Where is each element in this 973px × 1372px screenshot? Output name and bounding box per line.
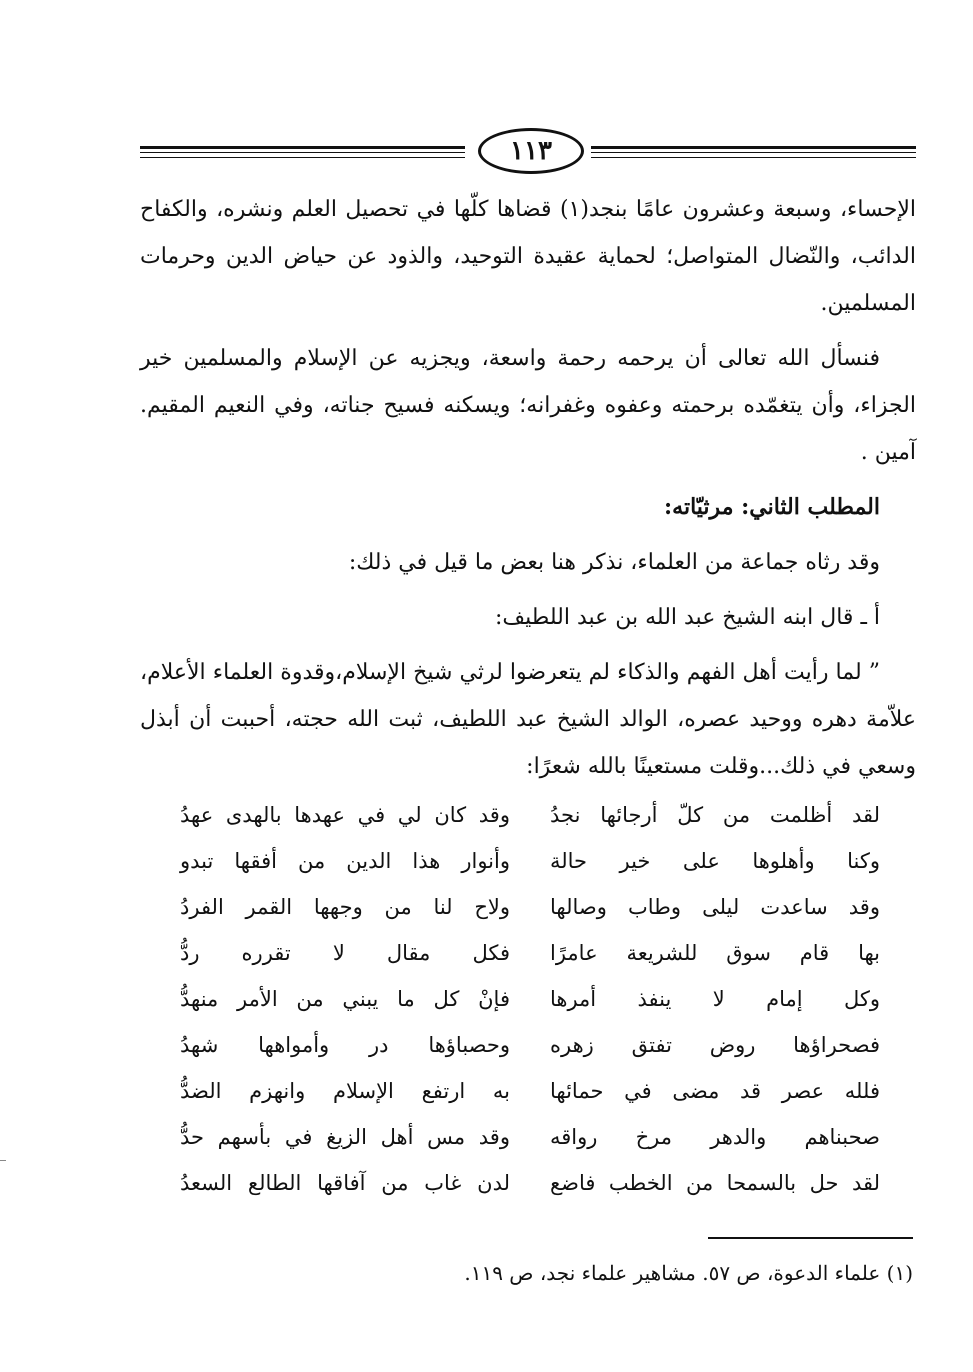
verse-second-half: لدن غاب من آفاقها الطالع السعدُ — [180, 1171, 510, 1195]
verse-first-half: لقد أظلمت من كلّ أرجائها نجدُ — [550, 803, 880, 827]
verse-second-half: وقد كان لي في عهدها بالهدى عهدُ — [180, 803, 510, 827]
verse-first-half: فلله عصر قد مضى في حمائها — [550, 1079, 880, 1103]
paragraph: ” لما رأيت أهل الفهم والذكاء لم يتعرضوا لرثي شيخ الإسلام،وقدوة العلماء الأعلام، علاّمة دهره ووحيد عصره، الوالد الشيخ عبد اللطيف، ثبت الله حجته، أحببت أن أبذل وسعي في ذلك...وقلت مستعينًا بالله شعرًا: — [140, 660, 916, 779]
paragraph: أ ـ قال ابنه الشيخ عبد الله بن عبد اللطيف: — [494, 605, 880, 630]
poem-verse — [140, 838, 916, 884]
verse-second-half: فإنْ كل ما يبني من الأمر منهدُّ — [180, 987, 510, 1011]
verse-first-half: فصحراؤها روض تفتق زهره — [550, 1033, 880, 1057]
paragraph: فنسأل الله تعالى أن يرحمه رحمة واسعة، ويجزيه عن الإسلام والمسلمين خير الجزاء، وأن يتغمّده برحمته وعفوه وغفرانه؛ ويسكنه فسيح جناته، وفي النعيم المقيم. آمين . — [140, 346, 916, 465]
verse-first-half: وكل إمام لا ينفذ أمرها — [550, 987, 880, 1011]
header-rule-left — [140, 146, 465, 158]
poem-verse — [140, 1068, 916, 1114]
poem-verse — [140, 884, 916, 930]
header-rule-right — [591, 146, 916, 158]
poem-verse — [140, 1114, 916, 1160]
poem-verse — [140, 1160, 916, 1206]
margin-mark — [0, 1160, 6, 1161]
verse-second-half: وأنوار هذا الدين من أفقها تبدو — [180, 849, 510, 873]
poem-verse — [140, 1022, 916, 1068]
footnote-divider — [708, 1237, 913, 1239]
verse-first-half: لقد حل بالسمحا من الخطب فاضع — [550, 1171, 880, 1195]
verse-first-half: بها قام سوق للشريعة عامرًا — [550, 941, 880, 965]
paragraph: وقد رثاه جماعة من العلماء، نذكر هنا بعض ما قيل في ذلك: — [348, 550, 880, 575]
verse-first-half: صحبناهم والدهر مرخ رواقه — [550, 1125, 880, 1149]
verse-first-half: وكنا وأهلوها على خير حالة — [550, 849, 880, 873]
verse-second-half: فكل مقال لا تقرره ردُّ — [180, 941, 510, 965]
paragraph: الإحساء، وسبعة وعشرون عامًا بنجد(١) قضاها كلّها في تحصيل العلم ونشره، والكفاح الدائب، والنّضال المتواصل؛ لحماية عقيدة التوحيد، والذود عن حياض الدين وحرمات المسلمين. — [140, 197, 916, 316]
section-heading: المطلب الثاني: مرثيّاته: — [664, 494, 880, 520]
page-header — [140, 118, 916, 178]
page-number: ١١٣ — [478, 128, 584, 174]
poem — [140, 792, 916, 1206]
poem-verse — [140, 976, 916, 1022]
verse-second-half: وقد مس أهل الزيغ في بأسهم حدُّ — [180, 1125, 510, 1149]
verse-second-half: ولاح لنا من وجهها القمر الفردُ — [180, 895, 510, 919]
verse-second-half: وحصباؤها در وأمواهها شهدُ — [180, 1033, 510, 1057]
footnote: (١) علماء الدعوة، ص ٥٧. مشاهير علماء نجد، ص ١١٩. — [464, 1261, 913, 1285]
page-body — [140, 186, 916, 1206]
poem-verse — [140, 930, 916, 976]
verse-second-half: به ارتفع الإسلام وانهزم الضدُّ — [180, 1079, 510, 1103]
verse-first-half: وقد ساعدت ليلى وطاب وصالها — [550, 895, 880, 919]
poem-verse — [140, 792, 916, 838]
